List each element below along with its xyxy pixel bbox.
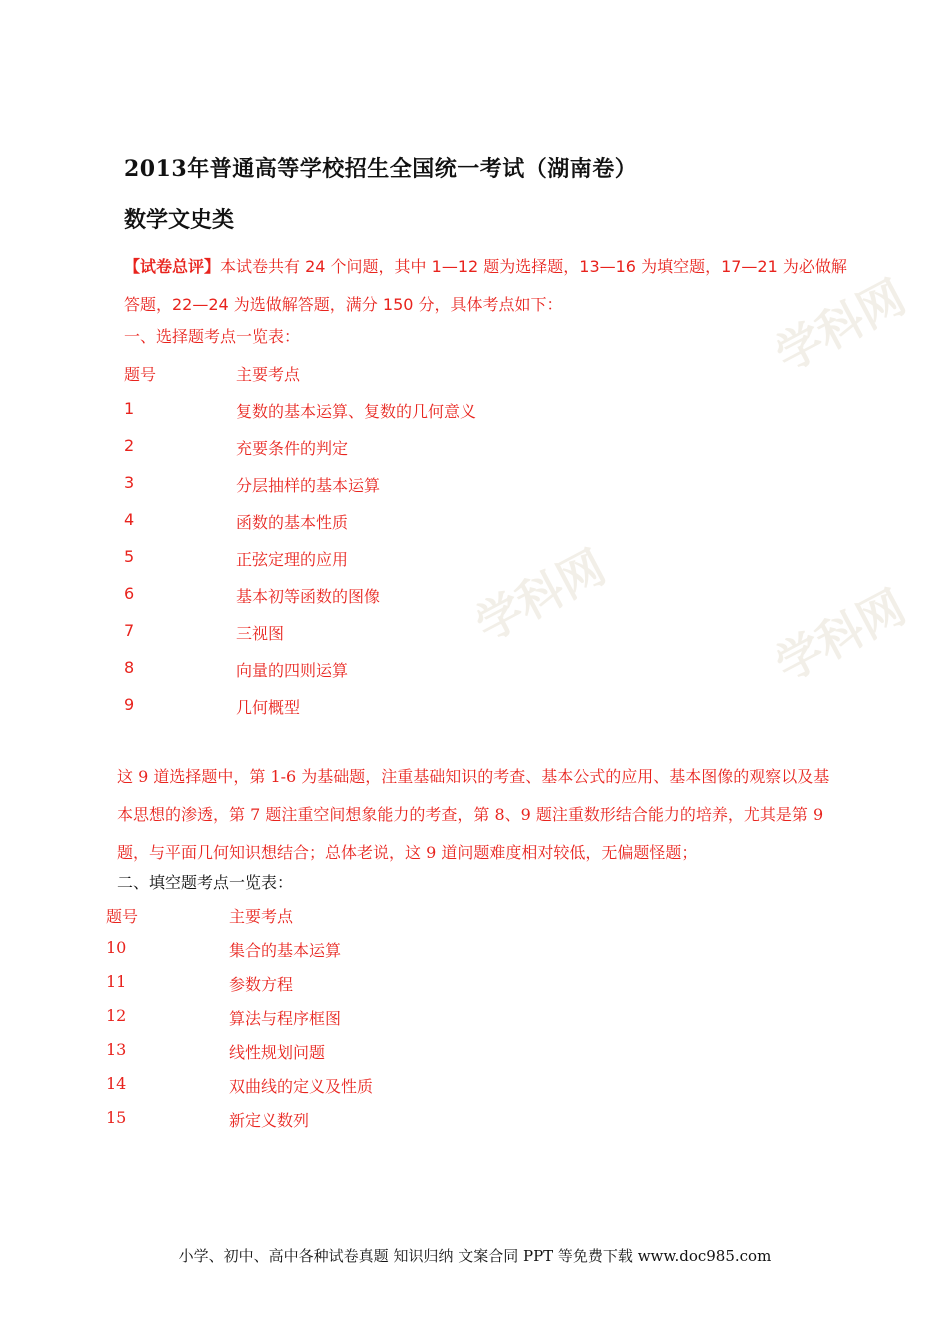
row-topic: 参数方程 [229,975,294,994]
row-num: 3 [124,473,135,492]
row-num: 7 [124,621,135,640]
table-row [106,972,606,1002]
table-row [124,473,624,503]
table-row [124,436,624,466]
table-header [124,362,624,392]
row-num: 1 [124,399,135,418]
row-num: 4 [124,510,135,529]
table-row [124,695,624,725]
header-topic: 主要考点 [229,907,294,926]
row-topic: 函数的基本性质 [236,513,349,532]
table-row [106,1074,606,1104]
table-row [124,621,624,651]
row-num: 12 [106,1006,127,1025]
row-num: 14 [106,1074,127,1093]
row-topic: 充要条件的判定 [236,439,349,458]
row-topic: 新定义数列 [229,1111,310,1130]
row-topic: 线性规划问题 [229,1043,326,1062]
row-num: 2 [124,436,135,455]
table-row [124,584,624,614]
watermark-logo: 学科网 [766,269,915,382]
section2-heading: 二、填空题考点一览表： [117,873,294,892]
table-row [124,547,624,577]
table-row [124,399,624,429]
document-title: 2013年普通高等学校招生全国统一考试（湖南卷） [124,156,638,182]
exam-summary [124,248,859,324]
row-topic: 算法与程序框图 [229,1009,342,1028]
table-row [124,510,624,540]
row-num: 15 [106,1108,127,1127]
header-num: 题号 [124,365,157,384]
header-num: 题号 [106,907,139,926]
row-topic: 复数的基本运算、复数的几何意义 [236,402,477,421]
summary-tag: 【试卷总评】 [124,257,221,276]
summary-text: 本试卷共有 24 个问题，其中 1—12 题为选择题，13—16 为填空题，17—21 为必做解答题，22—24 为选做解答题，满分 150 分，具体考点如下： [124,257,847,314]
watermark-logo: 学科网 [466,539,615,652]
row-num: 6 [124,584,135,603]
row-topic: 基本初等函数的图像 [236,587,381,606]
row-num: 11 [106,972,127,991]
table-row [106,1040,606,1070]
row-num: 10 [106,938,127,957]
page-footer: 小学、初中、高中各种试卷真题 知识归纳 文案合同 PPT 等免费下载 www.doc985.com [178,1247,772,1265]
analysis-paragraph: 这 9 道选择题中，第 1-6 为基础题，注重基础知识的考查、基本公式的应用、基本图像的观察以及基本思想的渗透，第 7 题注重空间想象能力的考查，第 8、9 题注重数形结合能力的培养，尤其是第 9 题，与平面几何知识想结合；总体老说，这 9 道问题难度相对较低，无偏题怪题； [117,767,830,862]
watermark-logo: 学科网 [766,579,915,692]
row-topic: 几何概型 [236,698,301,717]
row-topic: 双曲线的定义及性质 [229,1077,374,1096]
table-row [124,658,624,688]
row-num: 13 [106,1040,127,1059]
row-topic: 向量的四则运算 [236,661,349,680]
table-row [106,1006,606,1036]
table-header [106,904,606,934]
row-topic: 集合的基本运算 [229,941,342,960]
row-num: 5 [124,547,135,566]
row-topic: 三视图 [236,624,285,643]
section1-heading: 一、选择题考点一览表： [124,327,301,346]
row-topic: 分层抽样的基本运算 [236,476,381,495]
row-num: 8 [124,658,135,677]
header-topic: 主要考点 [236,365,301,384]
row-num: 9 [124,695,135,714]
row-topic: 正弦定理的应用 [236,550,349,569]
document-subtitle: 数学文史类 [124,207,235,233]
table-row [106,938,606,968]
table-row [106,1108,606,1138]
